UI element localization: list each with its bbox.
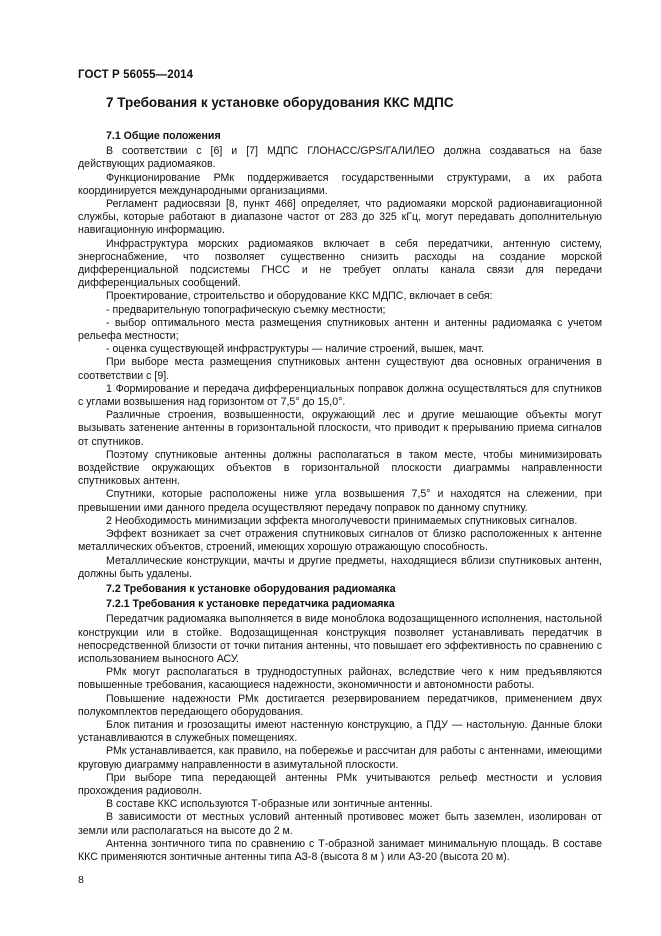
paragraph: В соответствии с [6] и [7] МДПС ГЛОНАСС/GPS/ГАЛИЛЕО должна создаваться на базе действующих радиомаяков. <box>78 145 602 171</box>
paragraph: Спутники, которые расположены ниже угла возвышения 7,5° и находятся на слежении, при превышении ими данного предела осуществляют передачу поправок по данному спутнику. <box>78 488 602 514</box>
paragraph: Различные строения, возвышенности, окружающий лес и другие мешающие объекты могут вызывать затенение антенны в горизонтальной плоскости, что приводит к прерыванию приема сигналов от спутников. <box>78 409 602 448</box>
paragraph: Проектирование, строительство и оборудование ККС МДПС, включает в себя: <box>106 290 493 303</box>
paragraph: Функционирование РМк поддерживается государственными структурами, а их работа координируется международными организациями. <box>78 171 602 197</box>
paragraph: При выборе типа передающей антенны РМк учитываются рельеф местности и условия прохождения радиоволн. <box>78 771 602 797</box>
list-item: - оценка существующей инфраструктуры — наличие строений, вышек, мачт. <box>106 343 485 356</box>
list-item: - выбор оптимального места размещения спутниковых антенн и антенны радиомаяка с учетом рельефа местности; <box>78 316 602 343</box>
paragraph: В составе ККС используются Т-образные или зонтичные антенны. <box>106 798 433 811</box>
paragraph: 2 Необходимость минимизации эффекта многолучевости принимаемых спутниковых сигналов. <box>106 514 578 527</box>
paragraph: РМк могут располагаться в труднодоступных районах, вследствие чего к ним предъявляются повышенные требования, касающиеся надежности, экономичности и автономности работы. <box>78 666 602 692</box>
paragraph: Антенна зонтичного типа по сравнению с Т-образной занимает минимальную площадь. В составе ККС применяются зонтичные антенны типа АЗ-8 (высота 8 м ) или АЗ-20 (высота 20 м). <box>78 837 602 863</box>
paragraph: Передатчик радиомаяка выполняется в виде моноблока водозащищенного исполнения, настольной конструкции или в стойке. Водозащищенная конструкция позволяет устанавливать передатчик в непосредственной близости от точки питания антенны, что повышает его эффективность по сравнению с использованием выносного АСУ. <box>78 613 602 665</box>
paragraph: 1 Формирование и передача дифференциальных поправок должна осуществляться для спутников с углами возвышения над горизонтом от 7,5° до 15,0°. <box>78 382 602 409</box>
document-header: ГОСТ Р 56055—2014 <box>78 69 194 81</box>
subsection-title-7-1: 7.1 Общие положения <box>106 130 221 142</box>
paragraph: РМк устанавливается, как правило, на побережье и рассчитан для работы с антеннами, имеющими круговую диаграмму направленности в азимутальной плоскости. <box>78 745 602 771</box>
document-body <box>78 128 602 864</box>
paragraph: Повышение надежности РМк достигается резервированием передатчиков, применением двух полукомплектов передающего оборудования. <box>78 692 602 718</box>
paragraph: Поэтому спутниковые антенны должны располагаться в таком месте, чтобы минимизировать воздействие окружающих объектов в горизонтальной плоскости диаграммы направленности спутниковых антенн. <box>78 448 602 488</box>
paragraph: Блок питания и грозозащиты имеют настенную конструкцию, а ПДУ — настольную. Данные блоки устанавливаются в служебных помещениях. <box>78 718 602 745</box>
paragraph: Эффект возникает за счет отражения спутниковых сигналов от близко расположенных к антенне металлических объектов, строений, имеющих хорошую отражающую способность. <box>78 528 602 554</box>
list-item: - предварительную топографическую съемку местности; <box>106 303 386 316</box>
paragraph: При выборе места размещения спутниковых антенн существуют два основных ограничения в соответствии с [9]. <box>78 356 602 382</box>
section-title: 7 Требования к установке оборудования ККС МДПС <box>106 95 454 110</box>
paragraph: Регламент радиосвязи [8, пункт 466] определяет, что радиомаяки морской радионавигационной службы, которые работают в диапазоне частот от 283 до 325 кГц, могут передавать дополнительную навигационную информацию. <box>78 198 602 237</box>
subsection-title-7-2: 7.2 Требования к установке оборудования радиомаяка <box>106 582 396 595</box>
paragraph: В зависимости от местных условий антенный противовес может быть заземлен, изолирован от земли или располагаться на высоте до 2 м. <box>78 811 602 837</box>
paragraph: Металлические конструкции, мачты и другие предметы, находящиеся вблизи спутниковых антенн, должны быть удалены. <box>78 554 602 580</box>
paragraph: Инфраструктура морских радиомаяков включает в себя передатчики, антенную систему, энергоснабжение, что позволяет существенно снизить расходы на создание морской дифференциальной подсистемы ГНСС и не требует оплаты канала связи для передачи дифференциальных сообщений. <box>78 237 602 290</box>
subsection-title-7-2-1: 7.2.1 Требования к установке передатчика радиомаяка <box>106 598 395 611</box>
page-number: 8 <box>78 874 84 886</box>
